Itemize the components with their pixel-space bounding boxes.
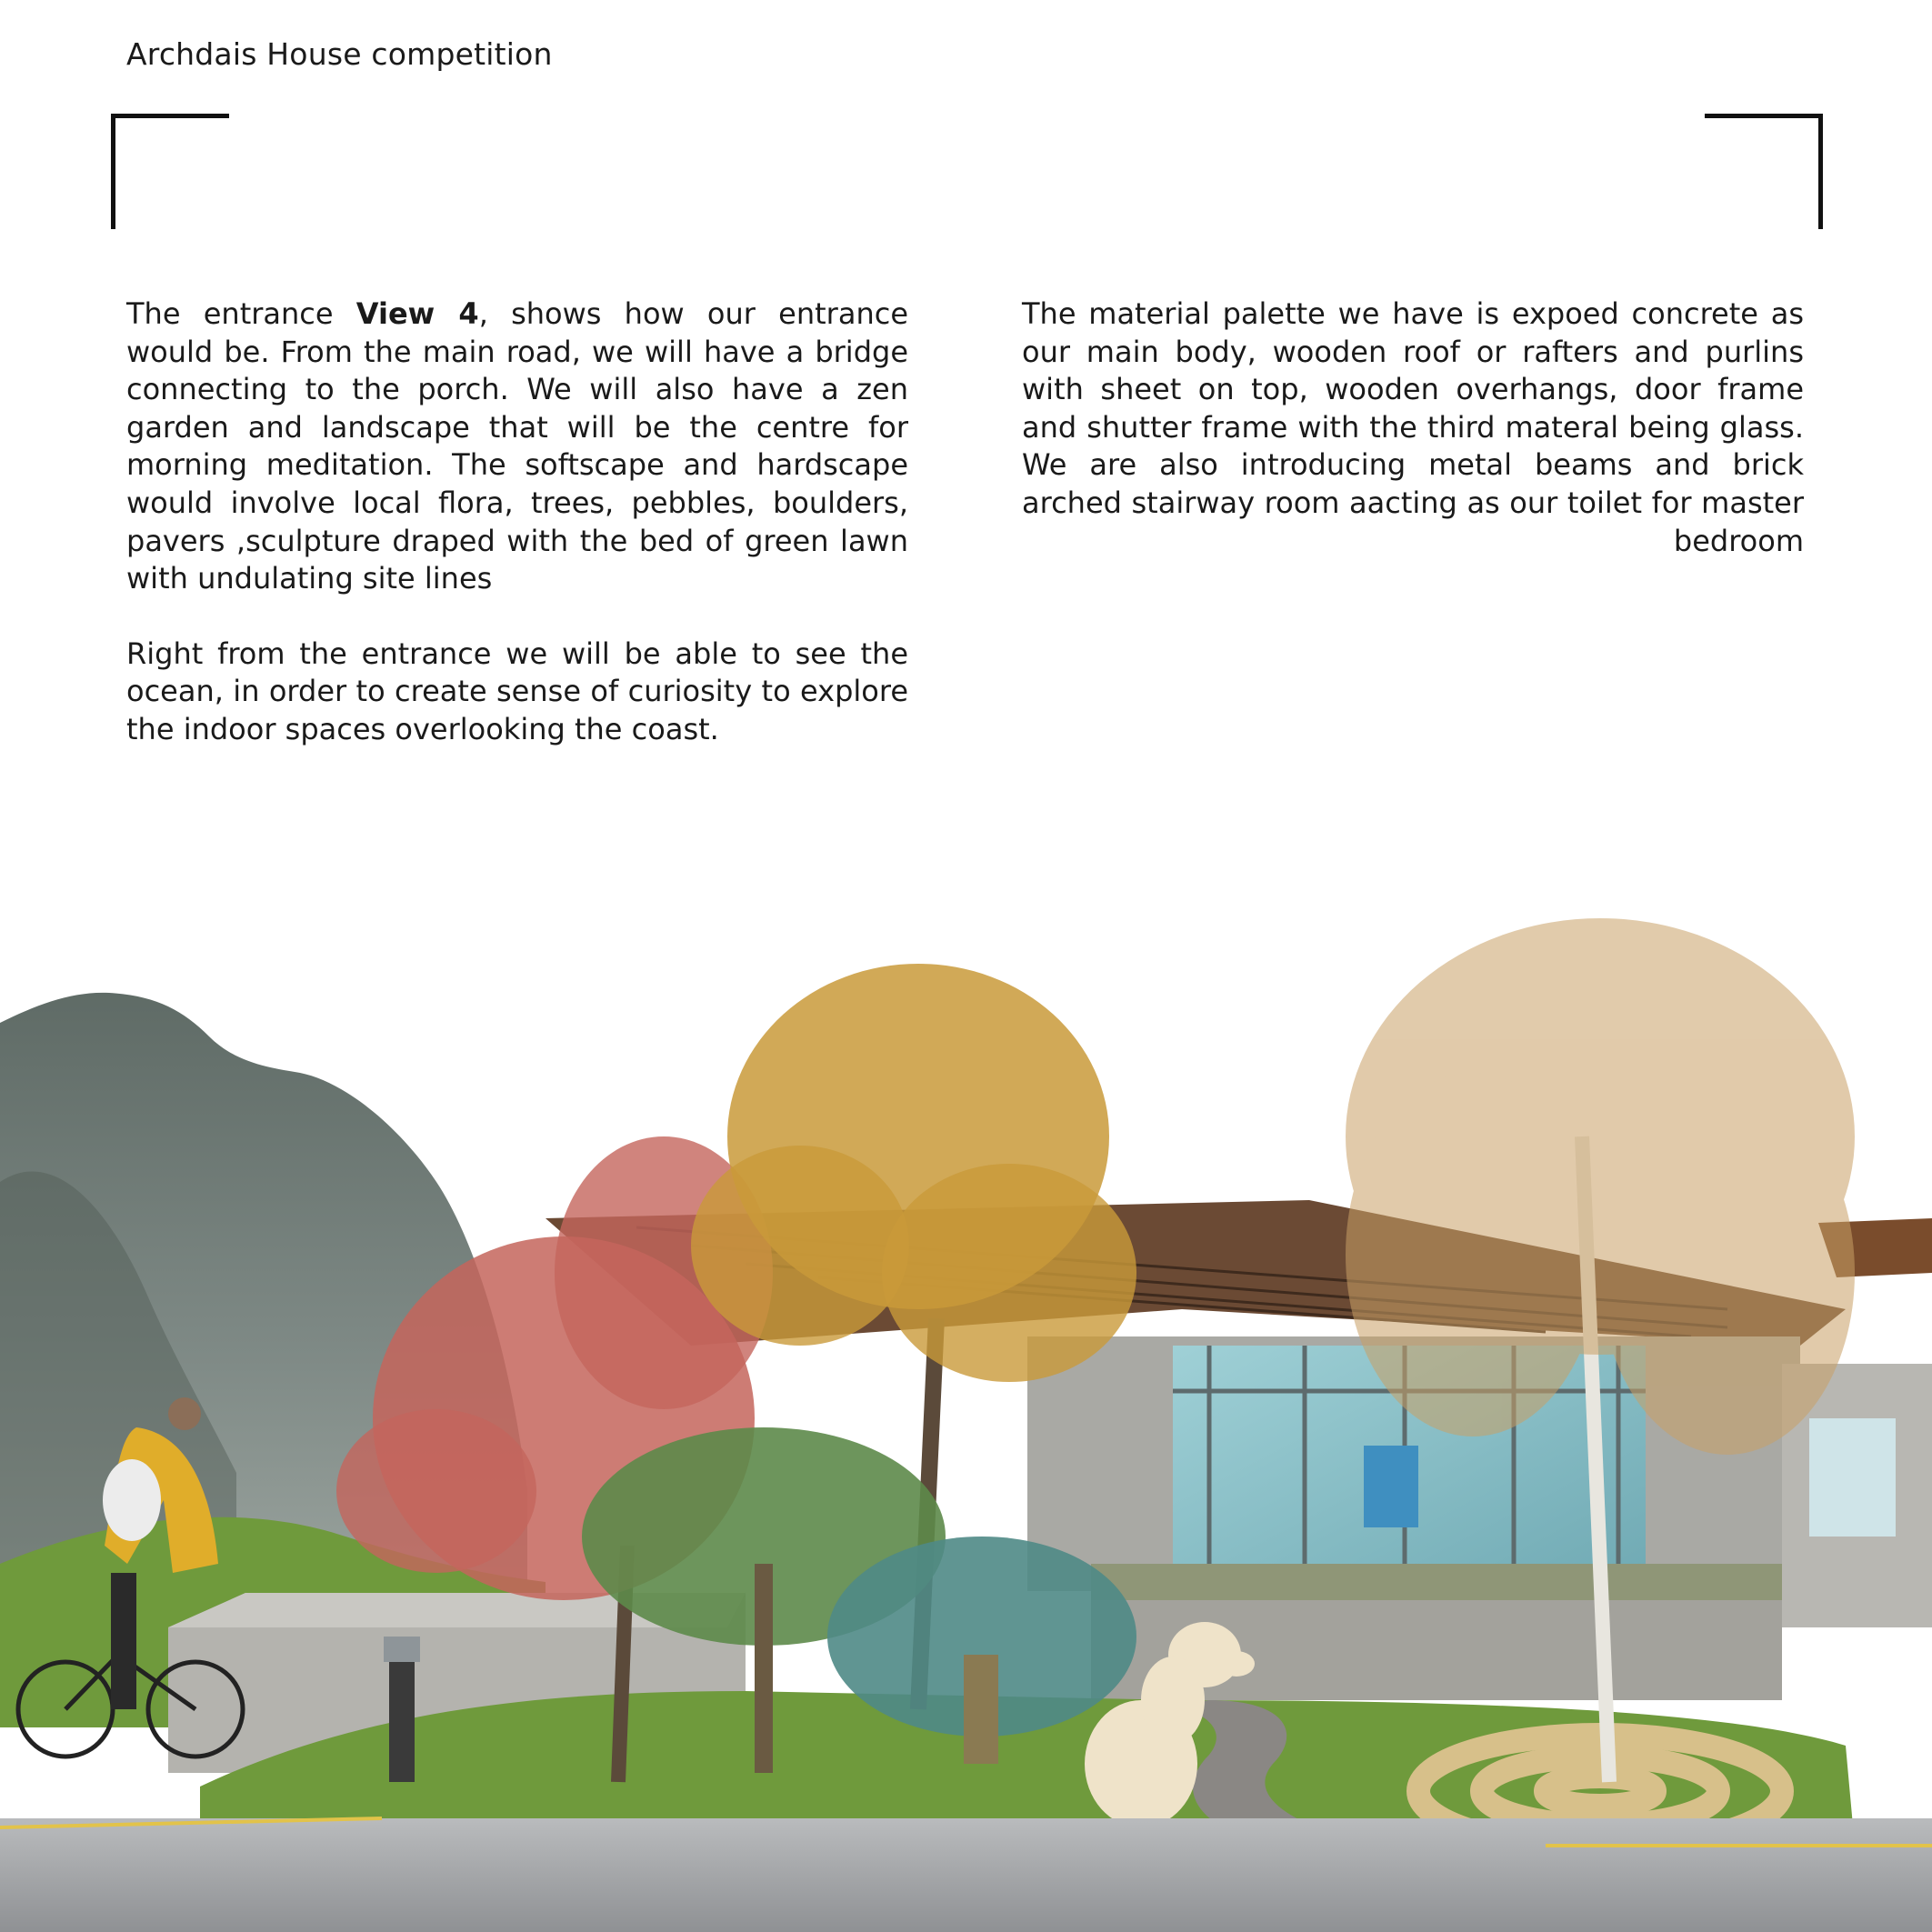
header-title: Archdais House competition	[126, 36, 553, 72]
frame-corner-top-right	[1705, 114, 1823, 229]
road	[0, 1818, 1932, 1932]
ocean-view-paragraph: Right from the entrance we will be able to see the ocean, in order to create sense of curiosity to explore the indoor spaces overlooking the coast.	[126, 636, 908, 746]
view-reference: View 4	[355, 296, 479, 331]
entrance-paragraph	[126, 295, 908, 598]
frame-corner-top-left	[111, 114, 229, 229]
bollard-lamp-head	[384, 1637, 420, 1662]
entrance-paragraph-start: The entrance	[126, 296, 356, 331]
left-text-column	[126, 295, 908, 749]
material-palette-paragraph: The material palette we have is expoed concrete as our main body, wooden roof or rafters and purlins with sheet on top, wooden overhangs, door frame and shutter frame with the third materal being glass. We are also introducing metal beams and brick arched stairway room aacting as our toilet for master bedroom	[1022, 296, 1804, 558]
side-pavilion-opening	[1809, 1418, 1896, 1537]
entrance-paragraph-rest: , shows how our entrance would be. From the main road, we will have a bridge connecting to the porch. We will also have a zen garden and landscape that will be the centre for morning meditation. The softscape and hardscape would involve local flora, trees, pebbles, boulders, pavers ,sculpture draped with the bed of green lawn with undulating site lines	[126, 296, 908, 596]
ocean-glimpse	[1364, 1446, 1418, 1527]
plinth-moss	[1091, 1564, 1782, 1600]
right-text-column	[1022, 295, 1804, 560]
autumn-tree	[691, 964, 1136, 1382]
entrance-view-illustration	[0, 909, 1932, 1932]
